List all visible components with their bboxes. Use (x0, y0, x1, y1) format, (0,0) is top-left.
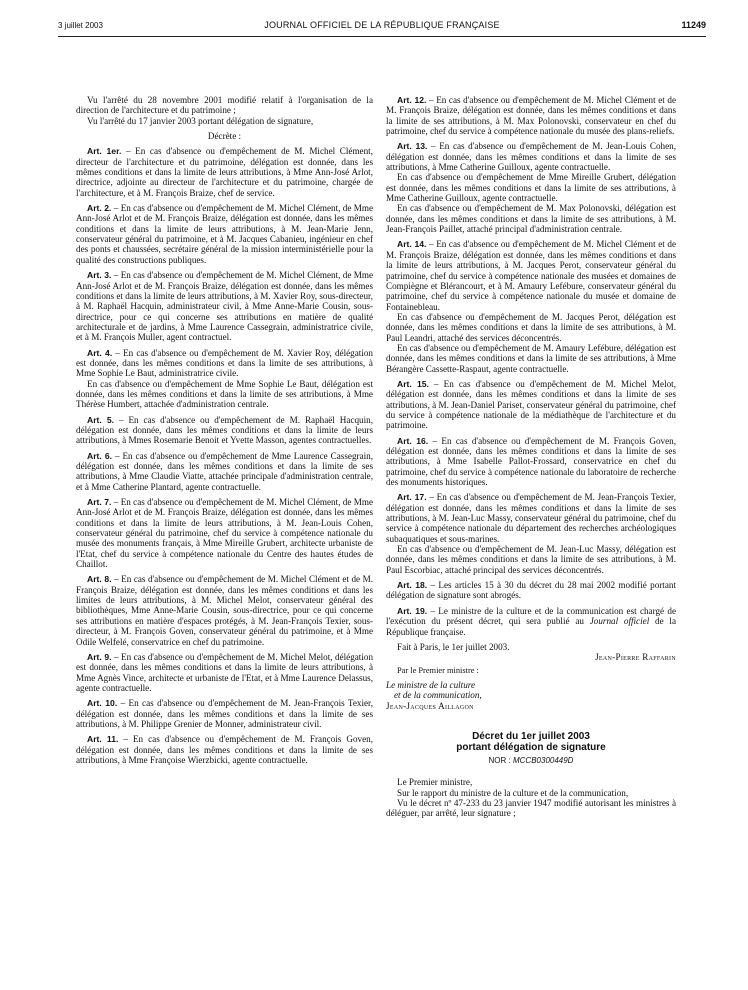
article-16: Art. 16. – En cas d'absence ou d'empêchement de M. François Goven, délégation est donnée, dans les mêmes conditions et dans la limite de ses attributions, à Mme Isabelle Pallot-Frossard, conservatrice en chef du patrimoine, chef du service à compétence nationale du laboratoire de recherche des monuments historiques. (386, 435, 676, 488)
nor-reference: NOR : MCCB0300449D (488, 755, 574, 765)
signature-date: Fait à Paris, le 1er juillet 2003. (397, 641, 510, 652)
article-label: Art. 4. (87, 347, 113, 358)
article-14-paragraph-3: En cas d'absence ou d'empêchement de M. Amaury Lefébure, délégation est donnée, dans les mêmes conditions et dans la limite de ses attributions, à Mme Bérangère Cassette-Raspaut, agente contractuelle. (386, 342, 676, 374)
journal-title: JOURNAL OFFICIEL DE LA RÉPUBLIQUE FRANÇAISE (264, 20, 500, 30)
article-13-paragraph-3: En cas d'absence ou d'empêchement de M. Max Polonovski, délégation est donnée, dans les mêmes conditions et dans la limite de ses attributions, à M. Jean-François Paillet, attaché principal d'administration centrale. (386, 203, 676, 235)
decret-title: Décret du 1er juillet 2003 portant délégation de signature (456, 730, 606, 754)
decrete-heading: Décrète : (207, 131, 242, 142)
left-column (76, 95, 373, 765)
article-label: Art. 5. (87, 414, 115, 425)
article-5: Art. 5. – En cas d'absence ou d'empêchement de M. Raphaël Hacquin, délégation est donnée, dans les mêmes conditions et dans la limite de leurs attributions, à Mmes Rosemarie Benoit et Yvette Masson, agentes contractuelles. (76, 414, 373, 446)
article-13: Art. 13. – En cas d'absence ou d'empêchement de M. Jean-Louis Cohen, délégation est donnée, dans les mêmes conditions et dans la limite de ses attributions, à Mme Catherine Guilloux, agente contractuelle. (386, 141, 676, 173)
article-label: Art. 13. (397, 141, 428, 152)
article-7: Art. 7. – En cas d'absence ou d'empêchement de M. Michel Clément, de Mme Ann-José Arlot et de M. François Braize, délégation est donnée, dans les mêmes conditions et dans la limite de leurs attributions, à M. Jean-Louis Cohen, conservateur général du patrimoine, chef du service à compétence nationale du musée des monuments français, à Mme Mireille Grubert, architecte urbaniste de l'Etat, chef du service à compétence nationale du Centre des hautes études de Chaillot. (76, 497, 373, 570)
right-column (386, 95, 676, 819)
header-rule (58, 36, 706, 37)
article-8: Art. 8. – En cas d'absence ou d'empêchement de M. Michel Clément et de M. François Braize, délégation est donnée, dans les mêmes conditions et dans les limites de leurs attributions, à M. Michel Melot, conservateur général des bibliothèques, Mme Anne-Marie Cousin, sous-directrice, pour ce qui concerne ses attributions en matière d'espaces protégés, à M. Jean-François Texier, sous-directeur, à M. François Goven, conservateur général du patrimoine, et à Mme Odile Welfelé, conservatrice en chef du patrimoine. (76, 574, 373, 647)
article-15: Art. 15. – En cas d'absence ou d'empêchement de M. Michel Melot, délégation est donnée, dans les mêmes conditions et dans la limite de ses attributions, à M. Jean-Daniel Pariset, conservateur général du patrimoine, chef du service à compétence nationale de la médiathèque de l'architecture et du patrimoine. (386, 378, 676, 431)
article-3: Art. 3. – En cas d'absence ou d'empêchement de M. Michel Clément, de Mme Ann-José Arlot et de M. François Braize, délégation est donnée, dans les mêmes conditions et dans la limite de leurs attributions, à M. Xavier Roy, sous-directeur, à M. Raphaël Hacquin, administrateur civil, à Mme Anne-Marie Cousin, sous-directrice, pour ce qui concerne ses attributions en matière de qualité architecturale et de jardins, à Mme Laurence Cassegrain, administratrice civile, et à M. François Muller, agent contractuel. (76, 270, 373, 343)
article-label: Art. 14. (397, 239, 427, 250)
page-number: 11249 (681, 20, 706, 30)
page-header (58, 18, 706, 36)
article-17-paragraph-2: En cas d'absence ou d'empêchement de M. Jean-Luc Massy, délégation est donnée, dans les mêmes conditions et dans la limite de ses attributions, à M. Paul Escorbiac, attaché principal des services déconcentrés. (386, 544, 676, 575)
article-label: Art. 16. (397, 435, 429, 446)
article-18: Art. 18. – Les articles 15 à 30 du décret du 28 mai 2002 modifié portant délégation de signature sont abrogés. (386, 580, 676, 601)
article-2: Art. 2. – En cas d'absence ou d'empêchement de M. Michel Clément, de Mme Ann-José Arlot et de M. François Braize, délégation est donnée, dans les mêmes conditions et dans la limite de leurs attributions, à M. Jean-Marie Jenn, conservateur général du patrimoine, et à M. Jacques Cabanieu, ingénieur en chef des ponts et chaussées, secrétaire général de la mission interministérielle pour la qualité des constructions publiques. (76, 203, 373, 265)
article-label: Art. 15. (397, 378, 429, 389)
article-12: Art. 12. – En cas d'absence ou d'empêchement de M. Michel Clément et de M. François Braize, délégation est donnée, dans les mêmes conditions et dans la limite de ses attributions, à M. Max Polonovski, conservateur en chef du patrimoine, chef du service à compétence nationale du musée des plans-reliefs. (386, 95, 676, 137)
article-4: Art. 4. – En cas d'absence ou d'empêchement de M. Xavier Roy, délégation est donnée, dans les mêmes conditions et dans la limite de ses attributions, à Mme Sophie Le Baut, administratrice civile. (76, 347, 373, 379)
article-label: Art. 8. (87, 574, 112, 585)
article-label: Art. 12. (397, 95, 427, 105)
article-label: Art. 1er. (87, 146, 122, 157)
minister-title: Le ministre de la culture (386, 679, 476, 690)
article-10: Art. 10. – En cas d'absence ou d'empêchement de M. Jean-François Texier, délégation est donnée, dans les mêmes conditions et dans la limite de ses attributions, à M. Philippe Grenier de Monner, administrateur civil. (76, 698, 373, 729)
article-14: Art. 14. – En cas d'absence ou d'empêchement de M. Michel Clément et de M. François Braize, délégation est donnée, dans les mêmes conditions et dans la limite de leurs attributions, à M. Jacques Perot, conservateur général du patrimoine, chef du service à compétence nationale des musées et domaines de Compiègne et Blérancourt, et à M. Amaury Lefébure, conservateur général du patrimoine, chef du service à compétence nationale du musée et domaine de Fontainebleau. (386, 239, 676, 312)
article-13-paragraph-2: En cas d'absence ou d'empêchement de Mme Mireille Grubert, délégation est donnée, dans les mêmes conditions et dans la limite de ses attributions, à Mme Catherine Guilloux, agente contractuelle. (386, 172, 676, 204)
minister-title-2: et de la communication, (394, 690, 482, 701)
article-9: Art. 9. – En cas d'absence ou d'empêchement de M. Michel Melot, délégation est donnée, dans les mêmes conditions et dans la limite de leurs attributions, à Mme Agnès Vince, architecte et urbaniste de l'Etat, et à Mme Laurence Delassus, agente contractuelle. (76, 651, 374, 693)
article-label: Art. 2. (87, 203, 112, 214)
article-label: Art. 9. (87, 651, 112, 662)
intro-vu-arrete-2001: Vu l'arrêté du 28 novembre 2001 modifié relatif à l'organisation de la direction de l'architecture et du patrimoine ; (76, 95, 373, 116)
article-1: Art. 1er. – En cas d'absence ou d'empêchement de M. Michel Clément, directeur de l'architecture et du patrimoine, délégation est donnée, dans les mêmes conditions et dans la limite de leurs attributions, à Mme Ann-José Arlot, directrice, adjointe au directeur de l'architecture et du patrimoine, chargée de l'architecture, et à M. François Braize, chef de service. (76, 146, 373, 198)
article-label: Art. 6. (87, 450, 113, 461)
issue-date: 3 juillet 2003 (58, 21, 103, 30)
premier-ministre-line: Le Premier ministre, (397, 777, 473, 788)
article-4-paragraph-2: En cas d'absence ou d'empêchement de Mme Sophie Le Baut, délégation est donnée, dans les mêmes conditions et dans la limite de ses attributions, à Mme Thérèse Humbert, attachée d'administration centrale. (76, 378, 373, 410)
article-label: Art. 11. (87, 734, 119, 745)
article-11: Art. 11. – En cas d'absence ou d'empêchement de M. François Goven, délégation est donnée, dans les mêmes conditions et dans la limite de ses attributions, à Mme Françoise Wierzbicki, agente contractuelle. (76, 734, 373, 765)
article-label: Art. 3. (87, 270, 112, 281)
article-label: Art. 10. (87, 698, 118, 709)
intro-vu-arrete-2003: Vu l'arrêté du 17 janvier 2003 portant délégation de signature, (87, 115, 314, 126)
article-19: Art. 19. – Le ministre de la culture et de la communication est chargé de l'exécution du présent décret, qui sera publié au Journal officiel de la République française. (386, 605, 676, 637)
article-label: Art. 19. (397, 605, 428, 616)
par-premier-ministre: Par le Premier ministre : (397, 665, 479, 675)
article-label: Art. 7. (87, 497, 112, 508)
article-14-paragraph-2: En cas d'absence ou d'empêchement de M. Jacques Perot, délégation est donnée, dans les mêmes conditions et dans la limite de ses attributions, à M. Paul Leandri, attaché des services déconcentrés. (386, 311, 676, 343)
article-17: Art. 17. – En cas d'absence ou d'empêchement de M. Jean-François Texier, délégation est donnée, dans les mêmes conditions et dans la limite de ses attributions, à M. Jean-Luc Massy, conservateur général du patrimoine, chef du service à compétence nationale du département des recherches archéologiques subaquatiques et sous-marines. (386, 492, 676, 544)
vu-decret-1947: Vu le décret nº 47-233 du 23 janvier 1947 modifié autorisant les ministres à déléguer, par arrêté, leur signature ; (386, 797, 676, 819)
sur-le-rapport: Sur le rapport du ministre de la culture et de la communication, (397, 787, 629, 798)
signer-name: Jean-Pierre Raffarin (595, 652, 676, 663)
minister-name: Jean-Jacques Aillagon (386, 700, 474, 711)
article-6: Art. 6. – En cas d'absence ou d'empêchement de Mme Laurence Cassegrain, délégation est donnée, dans les mêmes conditions et dans la limite de ses attributions, à Mme Claudie Viatte, attachée principale d'administration centrale, et à Mme Catherine Plantard, agente contractuelle. (76, 450, 373, 492)
article-label: Art. 18. (397, 580, 428, 591)
article-label: Art. 17. (397, 492, 427, 503)
